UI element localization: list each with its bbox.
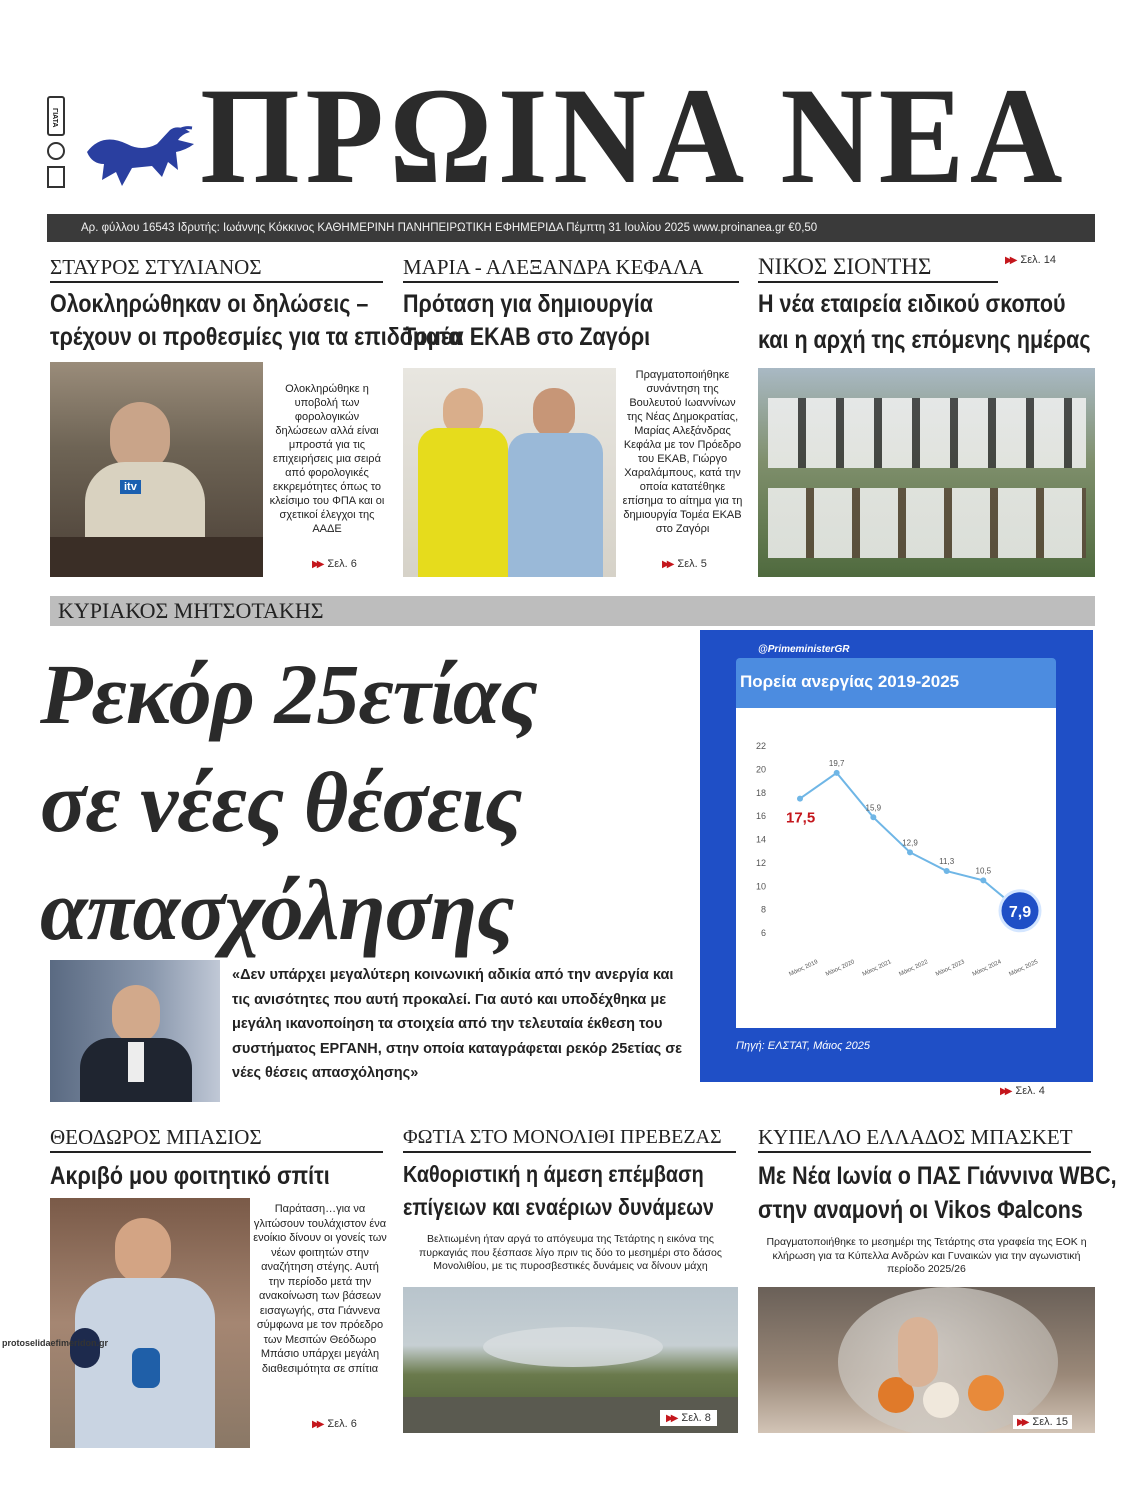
y-tick-label: 12 <box>755 857 766 868</box>
photo-team <box>758 368 1095 577</box>
x-tick-label: Μάιος 2023 <box>934 959 966 978</box>
y-tick-label: 14 <box>755 834 766 845</box>
chart-title: Πορεία ανεργίας 2019-2025 <box>740 672 960 691</box>
headline-5a[interactable]: Καθοριστική η άμεση επέμβαση <box>403 1161 704 1187</box>
photo-draw <box>758 1287 1095 1433</box>
body-1: Ολοκληρώθηκε η υποβολή των φορολογικών δηλώσεων αλλά είναι μπροστά για τις επιχειρήσεις μια σειρά από φορολογικές εκκρεμότητες όπως το κλείσιμο του ΦΠΑ και οι σχετικοί έλεγχοι της ΑΑΔΕ <box>269 383 385 535</box>
headline-6b[interactable]: στην αναμονή οι Vikos Φalcons <box>758 1196 1083 1224</box>
kicker-1: ΣΤΑΥΡΟΣ ΣΤΥΛΙΑΝΟΣ <box>50 254 383 283</box>
body-2: Πραγματοποιήθηκε συνάντηση της Βουλευτού Ιωαννίνων της Νέας Δημοκρατίας, Μαρίας Αλεξάνδρας Κεφάλα με τον Πρόεδρο του ΕΚΑΒ, Γιώργο Χαραλάμπους, κατά την οποία κατατέθηκε επίσημα το αίτημα για τη δημιουργία Τομέα ΕΚΑΒ στο Ζαγόρι <box>622 369 743 535</box>
arrow-icon: ▶▶ <box>312 559 322 570</box>
headline-2a[interactable]: Πρόταση για δημιουργία <box>403 290 653 318</box>
side-label: ΓΙΑΤΑ <box>51 108 58 128</box>
headline-3a[interactable]: Η νέα εταιρεία ειδικού σκοπού <box>758 290 1066 318</box>
arrow-icon: ▶▶ <box>1005 255 1015 266</box>
body-6: Πραγματοποιήθηκε το μεσημέρι της Τετάρτης στα γραφεία της ΕΟΚ η κλήρωση για τα Κύπελλα Ανδρών και Γυναικών για την αγωνιστική περίοδο 2025/26 <box>766 1236 1087 1275</box>
main-quote: «Δεν υπάρχει μεγαλύτερη κοινωνική αδικία από την ανεργία και τις ανισότητες που αυτή προκαλεί. Για αυτό και υποδέχθηκα με μεγάλη ικανοποίηση τα στοιχεία από την τελευταία έκθεση του συστήματος ΕΡΓΑΝΗ, στην οποία καταγράφεται ρεκόρ 25ετίας σε νέες θέσεις απασχόλησης» <box>232 967 683 1081</box>
x-tick-label: Μάιος 2021 <box>861 959 893 978</box>
data-label: 19,7 <box>828 758 845 768</box>
headline-2b[interactable]: Τομέα ΕΚΑΒ στο Ζαγόρι <box>403 323 651 351</box>
headline-1a[interactable]: Ολοκληρώθηκαν οι δηλώσεις – <box>50 290 369 318</box>
main-headline-line3: απασχόλησης <box>40 862 514 958</box>
side-emblem <box>47 96 73 192</box>
main-headline-line2: σε νέες θέσεις <box>40 754 522 850</box>
y-tick-label: 6 <box>760 928 766 938</box>
itv-badge: itv <box>120 480 141 494</box>
x-tick-label: Μάιος 2022 <box>898 959 929 978</box>
arrow-icon: ▶▶ <box>662 559 672 570</box>
headline-4a[interactable]: Ακριβό μου φοιτητικό σπίτι <box>50 1162 330 1190</box>
data-point <box>980 877 986 883</box>
side-url[interactable]: protoselidaefimeridon.gr <box>2 1338 109 1348</box>
kicker-2: ΜΑΡΙΑ - ΑΛΕΞΑΝΔΡΑ ΚΕΦΑΛΑ <box>403 254 739 283</box>
x-tick-label: Μάιος 2024 <box>971 959 1003 978</box>
sel-2[interactable]: ▶▶ Σελ. 5 <box>662 558 707 570</box>
data-label: 15,9 <box>865 803 882 813</box>
sel-main[interactable]: ▶▶ Σελ. 4 <box>700 1082 1093 1103</box>
data-label: 17,5 <box>786 809 816 827</box>
data-label: 10,5 <box>975 866 992 876</box>
headline-5b[interactable]: επίγειων και εναέριων δυνάμεων <box>403 1194 714 1220</box>
photo-basios <box>50 1198 250 1448</box>
chart-source: Πηγή: ΕΛΣΤΑΤ, Μάιος 2025 <box>736 1040 870 1052</box>
chart-background <box>736 708 1056 1028</box>
x-tick-label: Μάιος 2020 <box>824 959 856 978</box>
main-headline[interactable] <box>40 640 700 964</box>
chart-plot <box>720 708 1076 1038</box>
x-tick-label: Μάιος 2019 <box>788 959 819 978</box>
data-label: 12,9 <box>902 838 918 848</box>
data-point <box>944 868 950 874</box>
arrow-icon: ▶▶ <box>666 1413 676 1424</box>
y-tick-label: 18 <box>755 787 766 798</box>
sel-4[interactable]: ▶▶ Σελ. 6 <box>312 1418 357 1430</box>
y-tick-label: 10 <box>755 881 766 892</box>
x-tick-label: Μάιος 2025 <box>1008 959 1039 978</box>
photo-stylianos <box>50 362 263 577</box>
main-kicker-bar <box>50 596 1095 626</box>
arrow-icon: ▶▶ <box>312 1419 322 1430</box>
data-label: 7,9 <box>1008 903 1032 921</box>
kicker-6: ΚΥΠΕΛΛΟ ΕΛΛΑΔΟΣ ΜΠΑΣΚΕΤ <box>758 1124 1091 1153</box>
kicker-4: ΘΕΟΔΩΡΟΣ ΜΠΑΣΙΟΣ <box>50 1124 383 1153</box>
y-tick-label: 8 <box>760 904 766 915</box>
unemployment-chart <box>700 630 1093 1103</box>
body-4: Παράταση…για να γλιτώσουν τουλάχιστον ένα ενοίκιο δίνουν οι γονείς των νέων φοιτητών στην αναζήτηση στέγης. Αυτή την περίοδο μετά την ανακοίνωση των βάσεων εισαγωγής, στα Γιάννενα σύμφωνα με τον πρόεδρο των Μεσιτών Θεόδωρο Μπάσιο υπάρχει μεγάλη διαθεσιμότητα σε σπίτια <box>253 1203 387 1375</box>
kicker-3: ΝΙΚΟΣ ΣΙΟΝΤΗΣ <box>758 254 998 283</box>
chart-title-box <box>736 658 1056 708</box>
masthead-title: ΠΡΩΙΝΑ ΝΕΑ <box>200 59 1069 212</box>
body-5: Βελτιωμένη ήταν αργά το απόγευμα της Τετάρτης η εικόνα της πυρκαγιάς που ξέσπασε λίγο πριν τις δύο το μεσημέρι στο δάσος Μονολιθίου, με τις πυροσβεστικές δυνάμεις να δίνουν μάχη <box>419 1233 722 1272</box>
sel-1[interactable]: ▶▶ Σελ. 6 <box>312 558 357 570</box>
headline-1b[interactable]: τρέχουν οι προθεσμίες για τα επιδόματα <box>50 323 462 351</box>
goat-logo-icon <box>82 122 202 192</box>
headline-6a[interactable]: Με Νέα Ιωνία ο ΠΑΣ Γιάννινα WBC, <box>758 1162 1117 1190</box>
main-kicker: ΚΥΡΙΑΚΟΣ ΜΗΤΣΟΤΑΚΗΣ <box>58 598 324 623</box>
arrow-icon: ▶▶ <box>1000 1086 1010 1097</box>
data-point <box>834 770 840 776</box>
photo-mitsotakis <box>50 960 220 1102</box>
headline-3b[interactable]: και η αρχή της επόμενης ημέρας <box>758 326 1091 354</box>
data-point <box>907 849 913 855</box>
data-label: 11,3 <box>939 857 955 867</box>
sel-5[interactable]: ▶▶ Σελ. 8 <box>660 1410 717 1426</box>
sel-3[interactable]: ▶▶ Σελ. 14 <box>1005 254 1056 266</box>
info-bar: Αρ. φύλλου 16543 Ιδρυτής: Ιωάννης Κόκκινος ΚΑΘΗΜΕΡΙΝΗ ΠΑΝΗΠΕΙΡΩΤΙΚΗ ΕΦΗΜΕΡΙΔΑ Πέμπτη 31 Ιουλίου 2025 www.proinanea.gr €0,50 <box>47 214 1095 242</box>
y-tick-label: 16 <box>755 811 766 822</box>
kicker-5: ΦΩΤΙΑ ΣΤΟ ΜΟΝΟΛΙΘΙ ΠΡΕΒΕΖΑΣ <box>403 1124 736 1153</box>
photo-kefala <box>403 368 616 577</box>
arrow-icon: ▶▶ <box>1017 1417 1027 1428</box>
data-point <box>797 796 803 802</box>
y-tick-label: 20 <box>755 764 766 775</box>
data-point <box>870 814 876 820</box>
chart-handle: @PrimeministerGR <box>758 644 850 655</box>
main-headline-line1: Ρεκόρ 25ετίας <box>40 646 537 742</box>
sel-6[interactable]: ▶▶ Σελ. 15 <box>1013 1415 1072 1429</box>
y-tick-label: 22 <box>755 741 766 751</box>
